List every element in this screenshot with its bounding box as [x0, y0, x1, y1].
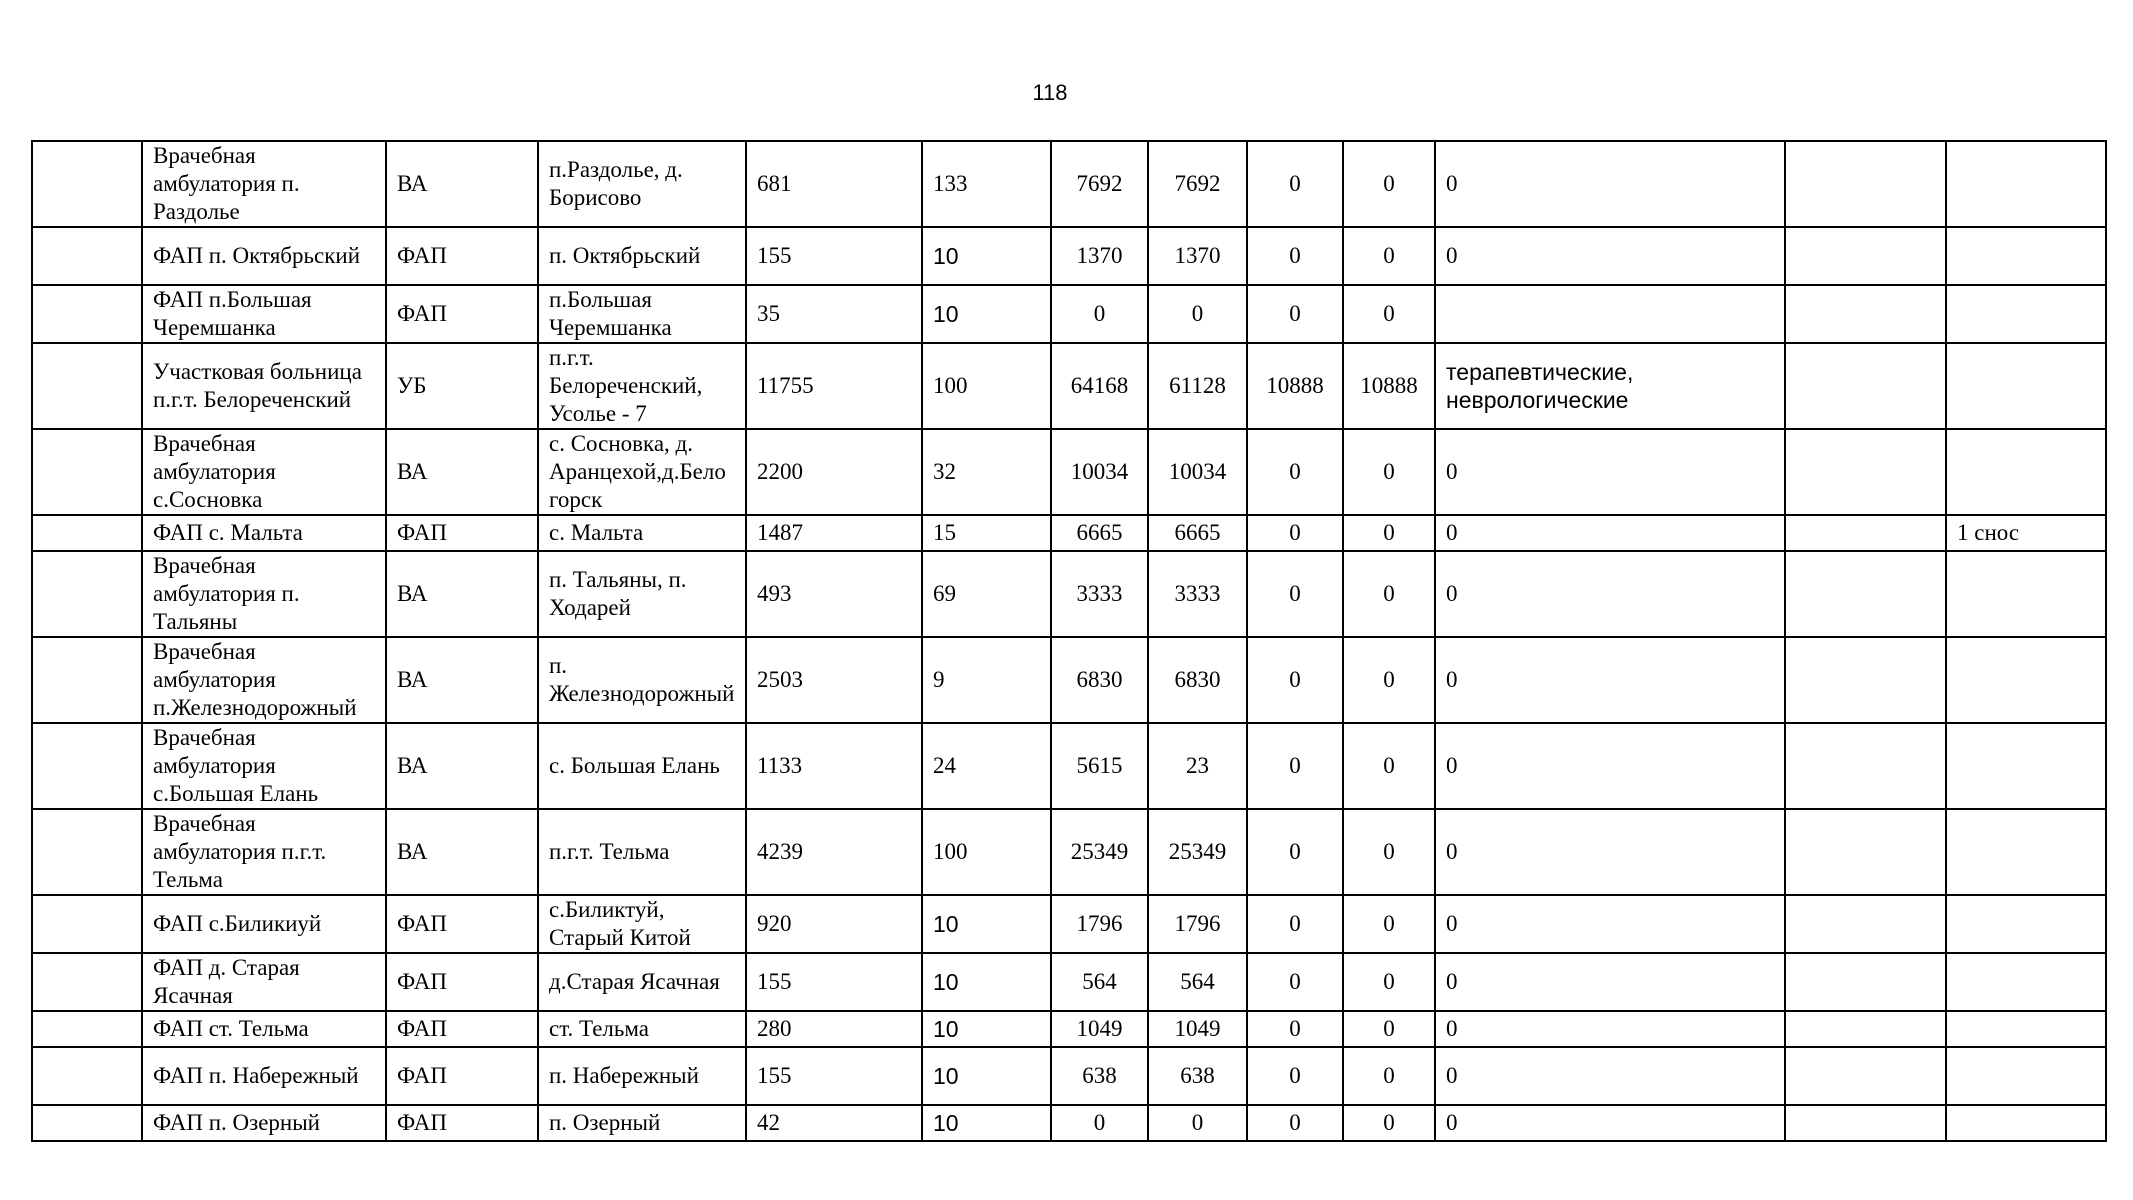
- location-cell: с. Большая Елань: [538, 723, 746, 809]
- note-cell: [1946, 895, 2106, 953]
- column-7-cell: 638: [1148, 1047, 1247, 1105]
- profile-cell: 0: [1435, 227, 1785, 285]
- column-6-cell: 64168: [1051, 343, 1148, 429]
- facility-name-cell: ФАП с. Мальта: [142, 515, 386, 551]
- population-cell: 920: [746, 895, 922, 953]
- table-row: [32, 953, 2106, 1011]
- row-index-cell: [32, 895, 142, 953]
- column-5-cell: 10: [922, 1047, 1051, 1105]
- column-11-cell: [1785, 637, 1946, 723]
- facility-name-cell: Врачебная амбулатория с.Большая Елань: [142, 723, 386, 809]
- facility-type-cell: ФАП: [386, 1011, 538, 1047]
- row-index-cell: [32, 953, 142, 1011]
- column-8-cell: 0: [1247, 515, 1343, 551]
- column-11-cell: [1785, 895, 1946, 953]
- facility-type-cell: УБ: [386, 343, 538, 429]
- column-5-cell: 24: [922, 723, 1051, 809]
- population-cell: 2503: [746, 637, 922, 723]
- facility-type-cell: ВА: [386, 429, 538, 515]
- location-cell: п.г.т. Белореченский, Усолье - 7: [538, 343, 746, 429]
- location-cell: п. Железнодорожный: [538, 637, 746, 723]
- column-5-cell: 9: [922, 637, 1051, 723]
- page-number: 118: [1032, 80, 1068, 105]
- population-cell: 35: [746, 285, 922, 343]
- column-7-cell: 6665: [1148, 515, 1247, 551]
- table-row: [32, 429, 2106, 515]
- population-cell: 2200: [746, 429, 922, 515]
- table-row: [32, 343, 2106, 429]
- column-8-cell: 0: [1247, 637, 1343, 723]
- row-index-cell: [32, 1105, 142, 1141]
- column-11-cell: [1785, 953, 1946, 1011]
- facility-name-cell: ФАП д. Старая Ясачная: [142, 953, 386, 1011]
- table-row: [32, 551, 2106, 637]
- column-5-cell: 100: [922, 809, 1051, 895]
- table-row: [32, 515, 2106, 551]
- column-9-cell: 0: [1343, 895, 1435, 953]
- profile-cell: 0: [1435, 723, 1785, 809]
- profile-cell: 0: [1435, 637, 1785, 723]
- row-index-cell: [32, 285, 142, 343]
- profile-cell: 0: [1435, 895, 1785, 953]
- profile-cell: 0: [1435, 1047, 1785, 1105]
- row-index-cell: [32, 343, 142, 429]
- column-11-cell: [1785, 723, 1946, 809]
- population-cell: 11755: [746, 343, 922, 429]
- profile-cell: [1435, 285, 1785, 343]
- profile-cell: терапевтические, неврологические: [1435, 343, 1785, 429]
- facility-name-cell: Врачебная амбулатория п.Железнодорожный: [142, 637, 386, 723]
- column-7-cell: 0: [1148, 285, 1247, 343]
- column-11-cell: [1785, 285, 1946, 343]
- profile-cell: 0: [1435, 1105, 1785, 1141]
- location-cell: п.г.т. Тельма: [538, 809, 746, 895]
- facility-type-cell: ВА: [386, 809, 538, 895]
- note-cell: [1946, 637, 2106, 723]
- column-5-cell: 10: [922, 285, 1051, 343]
- table-row: [32, 1011, 2106, 1047]
- location-cell: ст. Тельма: [538, 1011, 746, 1047]
- column-6-cell: 1796: [1051, 895, 1148, 953]
- profile-cell: 0: [1435, 515, 1785, 551]
- column-8-cell: 10888: [1247, 343, 1343, 429]
- column-8-cell: 0: [1247, 429, 1343, 515]
- population-cell: 1133: [746, 723, 922, 809]
- facility-name-cell: ФАП п. Октябрьский: [142, 227, 386, 285]
- column-9-cell: 0: [1343, 809, 1435, 895]
- location-cell: п. Набережный: [538, 1047, 746, 1105]
- note-cell: 1 снос: [1946, 515, 2106, 551]
- row-index-cell: [32, 1047, 142, 1105]
- column-8-cell: 0: [1247, 1047, 1343, 1105]
- note-cell: [1946, 227, 2106, 285]
- table-row: [32, 141, 2106, 227]
- column-5-cell: 32: [922, 429, 1051, 515]
- facility-type-cell: ВА: [386, 637, 538, 723]
- table-row: [32, 285, 2106, 343]
- column-9-cell: 0: [1343, 227, 1435, 285]
- column-9-cell: 0: [1343, 285, 1435, 343]
- column-6-cell: 1049: [1051, 1011, 1148, 1047]
- column-9-cell: 0: [1343, 551, 1435, 637]
- column-11-cell: [1785, 551, 1946, 637]
- facility-type-cell: ФАП: [386, 953, 538, 1011]
- column-5-cell: 10: [922, 1105, 1051, 1141]
- column-7-cell: 7692: [1148, 141, 1247, 227]
- facility-name-cell: Врачебная амбулатория п.г.т. Тельма: [142, 809, 386, 895]
- column-7-cell: 3333: [1148, 551, 1247, 637]
- note-cell: [1946, 953, 2106, 1011]
- facility-name-cell: ФАП п. Озерный: [142, 1105, 386, 1141]
- table-row: [32, 1105, 2106, 1141]
- column-7-cell: 6830: [1148, 637, 1247, 723]
- facilities-table: [31, 140, 2107, 1142]
- note-cell: [1946, 1047, 2106, 1105]
- location-cell: п.Большая Черемшанка: [538, 285, 746, 343]
- location-cell: п.Раздолье, д. Борисово: [538, 141, 746, 227]
- column-7-cell: 23: [1148, 723, 1247, 809]
- profile-cell: 0: [1435, 429, 1785, 515]
- column-5-cell: 10: [922, 227, 1051, 285]
- note-cell: [1946, 429, 2106, 515]
- column-9-cell: 0: [1343, 953, 1435, 1011]
- location-cell: д.Старая Ясачная: [538, 953, 746, 1011]
- column-8-cell: 0: [1247, 551, 1343, 637]
- column-11-cell: [1785, 809, 1946, 895]
- population-cell: 155: [746, 1047, 922, 1105]
- facility-type-cell: ФАП: [386, 285, 538, 343]
- facility-name-cell: ФАП с.Биликиуй: [142, 895, 386, 953]
- facility-name-cell: ФАП п.Большая Черемшанка: [142, 285, 386, 343]
- column-9-cell: 0: [1343, 1105, 1435, 1141]
- column-5-cell: 133: [922, 141, 1051, 227]
- column-5-cell: 10: [922, 953, 1051, 1011]
- row-index-cell: [32, 551, 142, 637]
- population-cell: 493: [746, 551, 922, 637]
- facility-type-cell: ФАП: [386, 515, 538, 551]
- profile-cell: 0: [1435, 1011, 1785, 1047]
- column-6-cell: 10034: [1051, 429, 1148, 515]
- column-9-cell: 0: [1343, 429, 1435, 515]
- population-cell: 280: [746, 1011, 922, 1047]
- note-cell: [1946, 343, 2106, 429]
- row-index-cell: [32, 515, 142, 551]
- column-8-cell: 0: [1247, 723, 1343, 809]
- column-7-cell: 0: [1148, 1105, 1247, 1141]
- column-6-cell: 0: [1051, 1105, 1148, 1141]
- table-row: [32, 723, 2106, 809]
- column-11-cell: [1785, 1105, 1946, 1141]
- column-11-cell: [1785, 429, 1946, 515]
- location-cell: п. Тальяны, п. Ходарей: [538, 551, 746, 637]
- population-cell: 1487: [746, 515, 922, 551]
- location-cell: с.Биликтуй, Старый Китой: [538, 895, 746, 953]
- column-6-cell: 6830: [1051, 637, 1148, 723]
- column-11-cell: [1785, 1047, 1946, 1105]
- column-7-cell: 25349: [1148, 809, 1247, 895]
- column-5-cell: 100: [922, 343, 1051, 429]
- column-5-cell: 69: [922, 551, 1051, 637]
- table-body: [32, 141, 2106, 1141]
- location-cell: с. Сосновка, д. Аранцехой,д.Белогорск: [538, 429, 746, 515]
- column-8-cell: 0: [1247, 953, 1343, 1011]
- column-7-cell: 61128: [1148, 343, 1247, 429]
- note-cell: [1946, 141, 2106, 227]
- column-8-cell: 0: [1247, 809, 1343, 895]
- population-cell: 155: [746, 227, 922, 285]
- location-cell: п. Озерный: [538, 1105, 746, 1141]
- column-8-cell: 0: [1247, 227, 1343, 285]
- note-cell: [1946, 1011, 2106, 1047]
- note-cell: [1946, 809, 2106, 895]
- note-cell: [1946, 723, 2106, 809]
- column-6-cell: 0: [1051, 285, 1148, 343]
- column-6-cell: 638: [1051, 1047, 1148, 1105]
- facility-name-cell: Врачебная амбулатория с.Сосновка: [142, 429, 386, 515]
- column-9-cell: 0: [1343, 1011, 1435, 1047]
- row-index-cell: [32, 141, 142, 227]
- facility-name-cell: Врачебная амбулатория п. Раздолье: [142, 141, 386, 227]
- column-5-cell: 10: [922, 895, 1051, 953]
- profile-cell: 0: [1435, 551, 1785, 637]
- table-row: [32, 895, 2106, 953]
- profile-cell: 0: [1435, 141, 1785, 227]
- column-9-cell: 0: [1343, 637, 1435, 723]
- note-cell: [1946, 1105, 2106, 1141]
- facility-type-cell: ВА: [386, 723, 538, 809]
- column-9-cell: 0: [1343, 141, 1435, 227]
- column-9-cell: 10888: [1343, 343, 1435, 429]
- population-cell: 155: [746, 953, 922, 1011]
- column-5-cell: 15: [922, 515, 1051, 551]
- row-index-cell: [32, 723, 142, 809]
- column-7-cell: 1796: [1148, 895, 1247, 953]
- facility-name-cell: Участковая больница п.г.т. Белореченский: [142, 343, 386, 429]
- column-8-cell: 0: [1247, 1105, 1343, 1141]
- row-index-cell: [32, 429, 142, 515]
- facility-name-cell: ФАП п. Набережный: [142, 1047, 386, 1105]
- facility-type-cell: ФАП: [386, 1105, 538, 1141]
- profile-cell: 0: [1435, 809, 1785, 895]
- column-6-cell: 5615: [1051, 723, 1148, 809]
- table-row: [32, 1047, 2106, 1105]
- column-7-cell: 1049: [1148, 1011, 1247, 1047]
- column-9-cell: 0: [1343, 723, 1435, 809]
- facility-type-cell: ФАП: [386, 227, 538, 285]
- facility-type-cell: ФАП: [386, 895, 538, 953]
- population-cell: 4239: [746, 809, 922, 895]
- column-8-cell: 0: [1247, 285, 1343, 343]
- table-row: [32, 637, 2106, 723]
- column-6-cell: 7692: [1051, 141, 1148, 227]
- facility-type-cell: ВА: [386, 551, 538, 637]
- table-row: [32, 809, 2106, 895]
- column-11-cell: [1785, 1011, 1946, 1047]
- column-9-cell: 0: [1343, 515, 1435, 551]
- table-row: [32, 227, 2106, 285]
- column-11-cell: [1785, 141, 1946, 227]
- column-8-cell: 0: [1247, 895, 1343, 953]
- column-6-cell: 564: [1051, 953, 1148, 1011]
- column-5-cell: 10: [922, 1011, 1051, 1047]
- column-6-cell: 3333: [1051, 551, 1148, 637]
- facility-type-cell: ФАП: [386, 1047, 538, 1105]
- location-cell: с. Мальта: [538, 515, 746, 551]
- column-8-cell: 0: [1247, 1011, 1343, 1047]
- note-cell: [1946, 551, 2106, 637]
- population-cell: 681: [746, 141, 922, 227]
- column-11-cell: [1785, 343, 1946, 429]
- column-11-cell: [1785, 227, 1946, 285]
- row-index-cell: [32, 637, 142, 723]
- row-index-cell: [32, 227, 142, 285]
- population-cell: 42: [746, 1105, 922, 1141]
- column-8-cell: 0: [1247, 141, 1343, 227]
- column-7-cell: 10034: [1148, 429, 1247, 515]
- profile-cell: 0: [1435, 953, 1785, 1011]
- row-index-cell: [32, 1011, 142, 1047]
- column-11-cell: [1785, 515, 1946, 551]
- facility-type-cell: ВА: [386, 141, 538, 227]
- column-6-cell: 1370: [1051, 227, 1148, 285]
- column-7-cell: 1370: [1148, 227, 1247, 285]
- location-cell: п. Октябрьский: [538, 227, 746, 285]
- column-9-cell: 0: [1343, 1047, 1435, 1105]
- note-cell: [1946, 285, 2106, 343]
- facility-name-cell: ФАП ст. Тельма: [142, 1011, 386, 1047]
- facility-name-cell: Врачебная амбулатория п. Тальяны: [142, 551, 386, 637]
- column-7-cell: 564: [1148, 953, 1247, 1011]
- column-6-cell: 6665: [1051, 515, 1148, 551]
- column-6-cell: 25349: [1051, 809, 1148, 895]
- row-index-cell: [32, 809, 142, 895]
